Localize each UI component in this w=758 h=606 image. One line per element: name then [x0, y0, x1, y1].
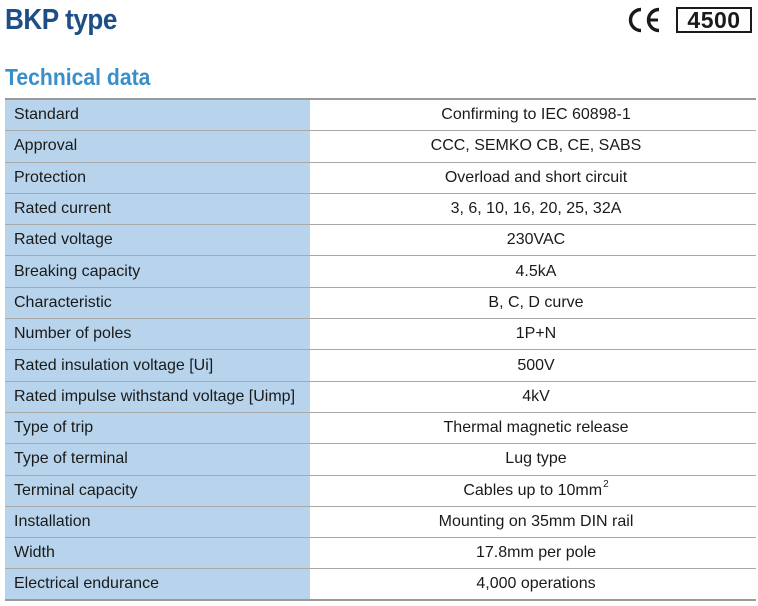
- row-label: Rated insulation voltage [Ui]: [5, 350, 310, 380]
- row-value: 500V: [517, 356, 555, 374]
- table-row: [5, 256, 756, 287]
- row-label: Approval: [5, 131, 310, 161]
- breaking-capacity-rating-box: 4500: [676, 7, 752, 33]
- row-value-text: Cables up to 10mm: [463, 481, 603, 499]
- ce-mark-icon: [626, 6, 662, 34]
- row-label: Type of terminal: [5, 444, 310, 474]
- row-value: 1P+N: [515, 325, 557, 343]
- row-value: Thermal magnetic release: [443, 419, 629, 437]
- row-value: 17.8mm per pole: [475, 544, 597, 562]
- table-row: [5, 225, 756, 256]
- table-row: [5, 100, 756, 131]
- row-label: Electrical endurance: [5, 569, 310, 598]
- row-label: Type of trip: [5, 413, 310, 443]
- page-title: BKP type: [5, 4, 117, 36]
- row-label: Number of poles: [5, 319, 310, 349]
- table-row: [5, 382, 756, 413]
- table-row: [5, 538, 756, 569]
- row-value: 4kV: [522, 387, 550, 405]
- row-value: CCC, SEMKO CB, CE, SABS: [430, 137, 642, 155]
- table-row: [5, 131, 756, 162]
- table-row: [5, 444, 756, 475]
- table-row: [5, 350, 756, 381]
- row-label: Protection: [5, 163, 310, 193]
- table-row: [5, 163, 756, 194]
- table-row: [5, 194, 756, 225]
- table-row: [5, 476, 756, 507]
- table-row: [5, 288, 756, 319]
- row-label: Installation: [5, 507, 310, 537]
- row-label: Width: [5, 538, 310, 568]
- row-value: 3, 6, 10, 16, 20, 25, 32A: [450, 200, 622, 218]
- row-value: Overload and short circuit: [444, 168, 628, 186]
- certification-marks: [626, 4, 752, 36]
- table-row: [5, 569, 756, 600]
- superscript: 2: [603, 479, 609, 491]
- row-value: Mounting on 35mm DIN rail: [438, 513, 634, 530]
- row-label: Standard: [5, 100, 310, 130]
- table-row: [5, 319, 756, 350]
- row-value: 4.5kA: [515, 262, 557, 280]
- row-label: Rated voltage: [5, 225, 310, 255]
- row-value: B, C, D curve: [488, 293, 584, 311]
- row-value: 230VAC: [506, 231, 566, 249]
- row-label: Terminal capacity: [5, 476, 310, 506]
- table-row: [5, 507, 756, 538]
- row-label: Breaking capacity: [5, 256, 310, 286]
- row-value: Lug type: [505, 450, 567, 468]
- row-value: Confirming to IEC 60898-1: [441, 106, 631, 124]
- row-value: 4,000 operations: [476, 575, 596, 593]
- section-heading: Technical data: [5, 64, 151, 90]
- row-label: Rated impulse withstand voltage [Uimp]: [5, 382, 310, 412]
- row-value: [316, 476, 756, 506]
- technical-data-table: [5, 98, 756, 601]
- row-label: Rated current: [5, 194, 310, 224]
- row-label: Characteristic: [5, 288, 310, 318]
- table-row: [5, 413, 756, 444]
